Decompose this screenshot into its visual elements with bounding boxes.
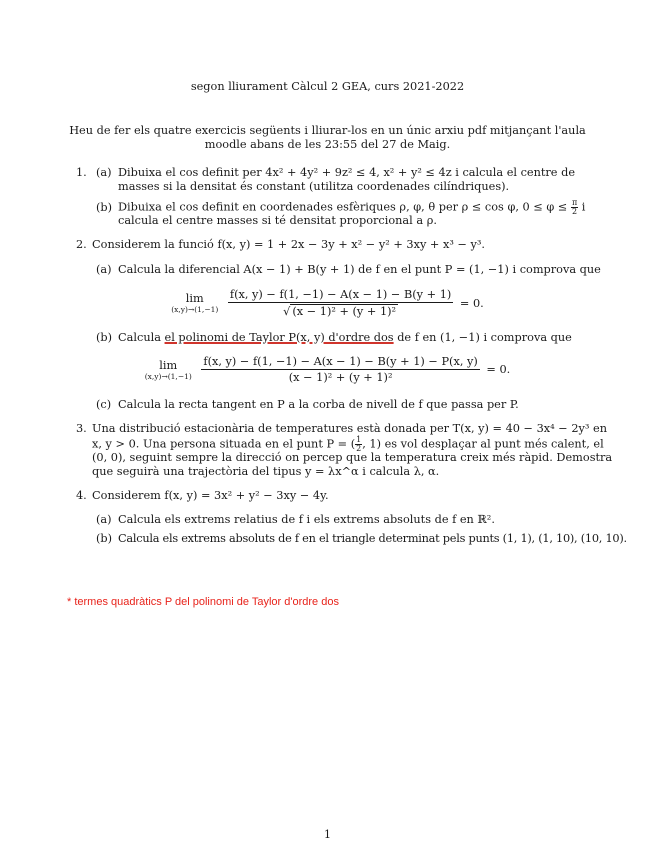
exercise-2c-text: Calcula la recta tangent en P a la corba de nivell de f que passa per P. [118, 398, 519, 411]
fraction-denominator: 2 [572, 207, 578, 216]
exercise-2b-post: de f en (1, −1) i comprova que [397, 331, 572, 344]
exercise-2b-text [118, 331, 572, 345]
exercise-1a-label: (a) [96, 166, 112, 179]
fraction-a-denominator: √ (x − 1)² + (y + 1)² [283, 305, 397, 318]
exercise-1a-line-1: Dibuixa el cos definit per 4x² + 4y² + 9z² ≤ 4, x² + y² ≤ 4z i calcula el centre de [118, 166, 576, 179]
exercise-2a-label: (a) [96, 263, 112, 276]
exercise-2c-label: (c) [96, 398, 112, 411]
limit-formula-a [0, 288, 655, 318]
exercise-2b-label: (b) [96, 331, 113, 344]
fraction-b-denominator: (x − 1)² + (y + 1)² [288, 371, 393, 384]
exercise-1b-line-1-pre: Dibuixa el cos definit en coordenades esfèriques ρ, φ, θ per ρ ≤ cos φ, 0 ≤ φ ≤ [118, 200, 568, 214]
exercise-1a-line-2: masses si la densitat és constant (utilitza coordenades cilíndriques). [118, 180, 510, 193]
exercise-3-line-1: Una distribució estacionària de temperatures està donada per T(x, y) = 40 − 3x⁴ − 2y³ en [92, 422, 607, 435]
lim-label: lim [159, 358, 178, 372]
exercise-3-line-2-post: , 1) es vol desplaçar al punt més calent, el [362, 437, 604, 451]
exercise-4-intro: Considerem f(x, y) = 3x² + y² − 3xy − 4y. [92, 489, 329, 502]
exercise-2a-text: Calcula la diferencial A(x − 1) + B(y + 1) de f en el punt P = (1, −1) i comprova que [118, 263, 601, 276]
exercise-4b-label: (b) [96, 532, 113, 545]
exercise-1b-line-2: calcula el centre masses si té densitat proporcional a ρ. [118, 214, 437, 227]
limit-formula-b [0, 355, 655, 384]
lim-subscript: (x,y)→(1,−1) [171, 305, 219, 314]
exercise-4b-text: Calcula els extrems absoluts de f en el triangle determinat pels punts (1, 1), (1, 10), (10, 10). [118, 532, 627, 545]
taylor-polynomial-highlight: el polinomi de Taylor P(x, y) d'ordre dos [164, 331, 394, 344]
exercise-4-number: 4. [76, 489, 87, 502]
sqrt-radicand: (x − 1)² + (y + 1)² [292, 305, 397, 318]
annotation-note: * termes quadràtics P del polinomi de Taylor d'ordre dos [67, 596, 339, 608]
fraction-numerator: 1 [356, 435, 362, 444]
exercise-1-number: 1. [76, 166, 87, 179]
exercise-4a-text: Calcula els extrems relatius de f i els extrems absoluts de f en ℝ². [118, 513, 495, 526]
fraction-denominator: 2 [356, 444, 362, 453]
document-title: segon lliurament Càlcul 2 GEA, curs 2021-2022 [190, 80, 465, 93]
exercise-3-number: 3. [76, 422, 87, 435]
fraction-a [228, 288, 453, 318]
intro-line-1: Heu de fer els quatre exercicis següents i lliurar-los en un únic arxiu pdf mitjançant l'aula [69, 124, 586, 137]
page-number: 1 [324, 828, 331, 841]
fraction-numerator: π [571, 198, 578, 207]
exercise-3-line-3: (0, 0), seguint sempre la direcció on percep que la temperatura creix més ràpid. Demostra [92, 451, 613, 464]
exercise-1b-label: (b) [96, 201, 113, 214]
exercise-3-line-4: que seguirà una trajectòria del tipus y = λx^α i calcula λ, α. [92, 465, 440, 478]
fraction-a-numerator: f(x, y) − f(1, −1) − A(x − 1) − B(y + 1) [229, 288, 452, 301]
pi-over-2-fraction [571, 199, 578, 216]
exercise-4a-label: (a) [96, 513, 112, 526]
exercise-2-intro: Considerem la funció f(x, y) = 1 + 2x − 3y + x² − y² + 3xy + x³ − y³. [92, 238, 486, 251]
intro-line-2: moodle abans de les 23:55 del 27 de Maig. [204, 138, 451, 151]
limit-operator-a [171, 292, 218, 314]
lim-label: lim [185, 292, 204, 305]
limit-operator-b [145, 359, 192, 381]
equals-zero-b: = 0. [486, 363, 511, 376]
equals-zero-a: = 0. [459, 296, 484, 310]
fraction-b-numerator: f(x, y) − f(1, −1) − A(x − 1) − B(y + 1) − P(x, y) [203, 355, 478, 368]
exercise-2b-pre: Calcula [118, 331, 161, 344]
lim-subscript: (x,y)→(1,−1) [144, 371, 192, 381]
exercise-3-line-2-pre: x, y > 0. Una persona situada en el punt P = ( [92, 437, 356, 451]
exercise-1b-line-1-post: i [581, 200, 586, 214]
exercise-2-number: 2. [76, 238, 87, 251]
fraction-b [201, 355, 479, 384]
